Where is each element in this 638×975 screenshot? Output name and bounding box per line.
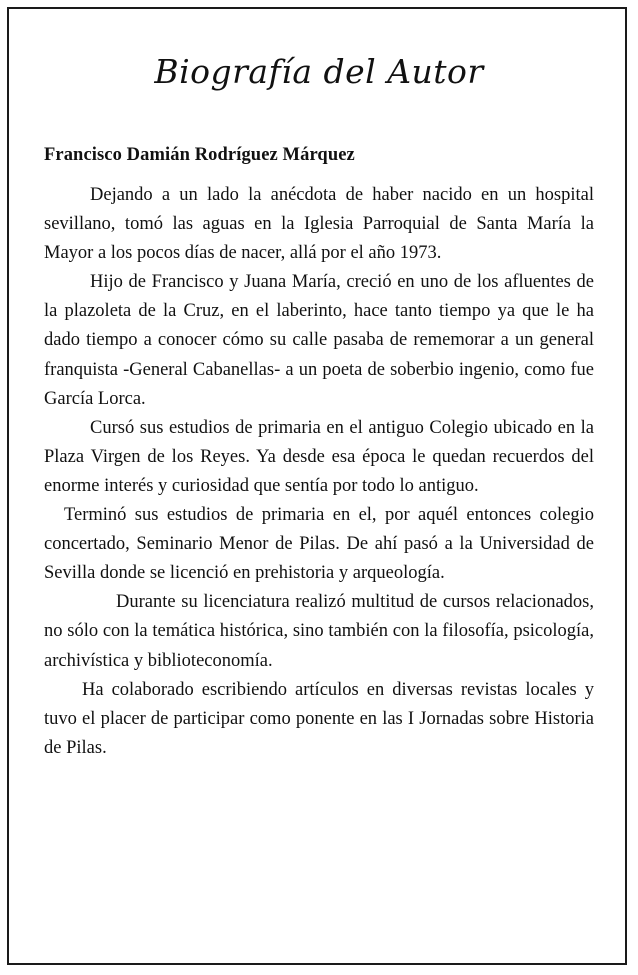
paragraph-courses: Durante su licenciatura realizó multitud de cursos relacionados, no sólo con la temática histórica, sino también con la filosofía, psicología, archivística y biblioteconomía. <box>44 592 594 671</box>
paragraph-childhood: Hijo de Francisco y Juana María, creció en uno de los afluentes de la plazoleta de la Cruz, en el laberinto, hace tanto tiempo ya que le ha dado tiempo a conocer cómo su calle pasaba de rememorar a un general franquista -General Cabanellas- a un poeta de soberbio ingenio, como fue García Lorca. <box>44 272 594 409</box>
page-title: Biografía del Autor <box>154 52 484 91</box>
paragraph-birth: Dejando a un lado la anécdota de haber nacido en un hospital sevillano, tomó las aguas en la Iglesia Parroquial de Santa María la Mayor a los pocos días de nacer, allá por el año 1973. <box>44 185 594 264</box>
biography-body <box>44 181 594 763</box>
author-name: Francisco Damián Rodríguez Márquez <box>44 145 355 165</box>
paragraph-university: Terminó sus estudios de primaria en el, por aquél entonces colegio concertado, Seminario Menor de Pilas. De ahí pasó a la Universidad de Sevilla donde se licenció en prehistoria y arqueología. <box>44 505 594 584</box>
paragraph-primary-school: Cursó sus estudios de primaria en el antiguo Colegio ubicado en la Plaza Virgen de los Reyes. Ya desde esa época le quedan recuerdos del enorme interés y curiosidad que sentía por todo lo antiguo. <box>44 417 594 496</box>
paragraph-collaborations: Ha colaborado escribiendo artículos en diversas revistas locales y tuvo el placer de participar como ponente en las I Jornadas sobre Historia de Pilas. <box>44 679 594 758</box>
